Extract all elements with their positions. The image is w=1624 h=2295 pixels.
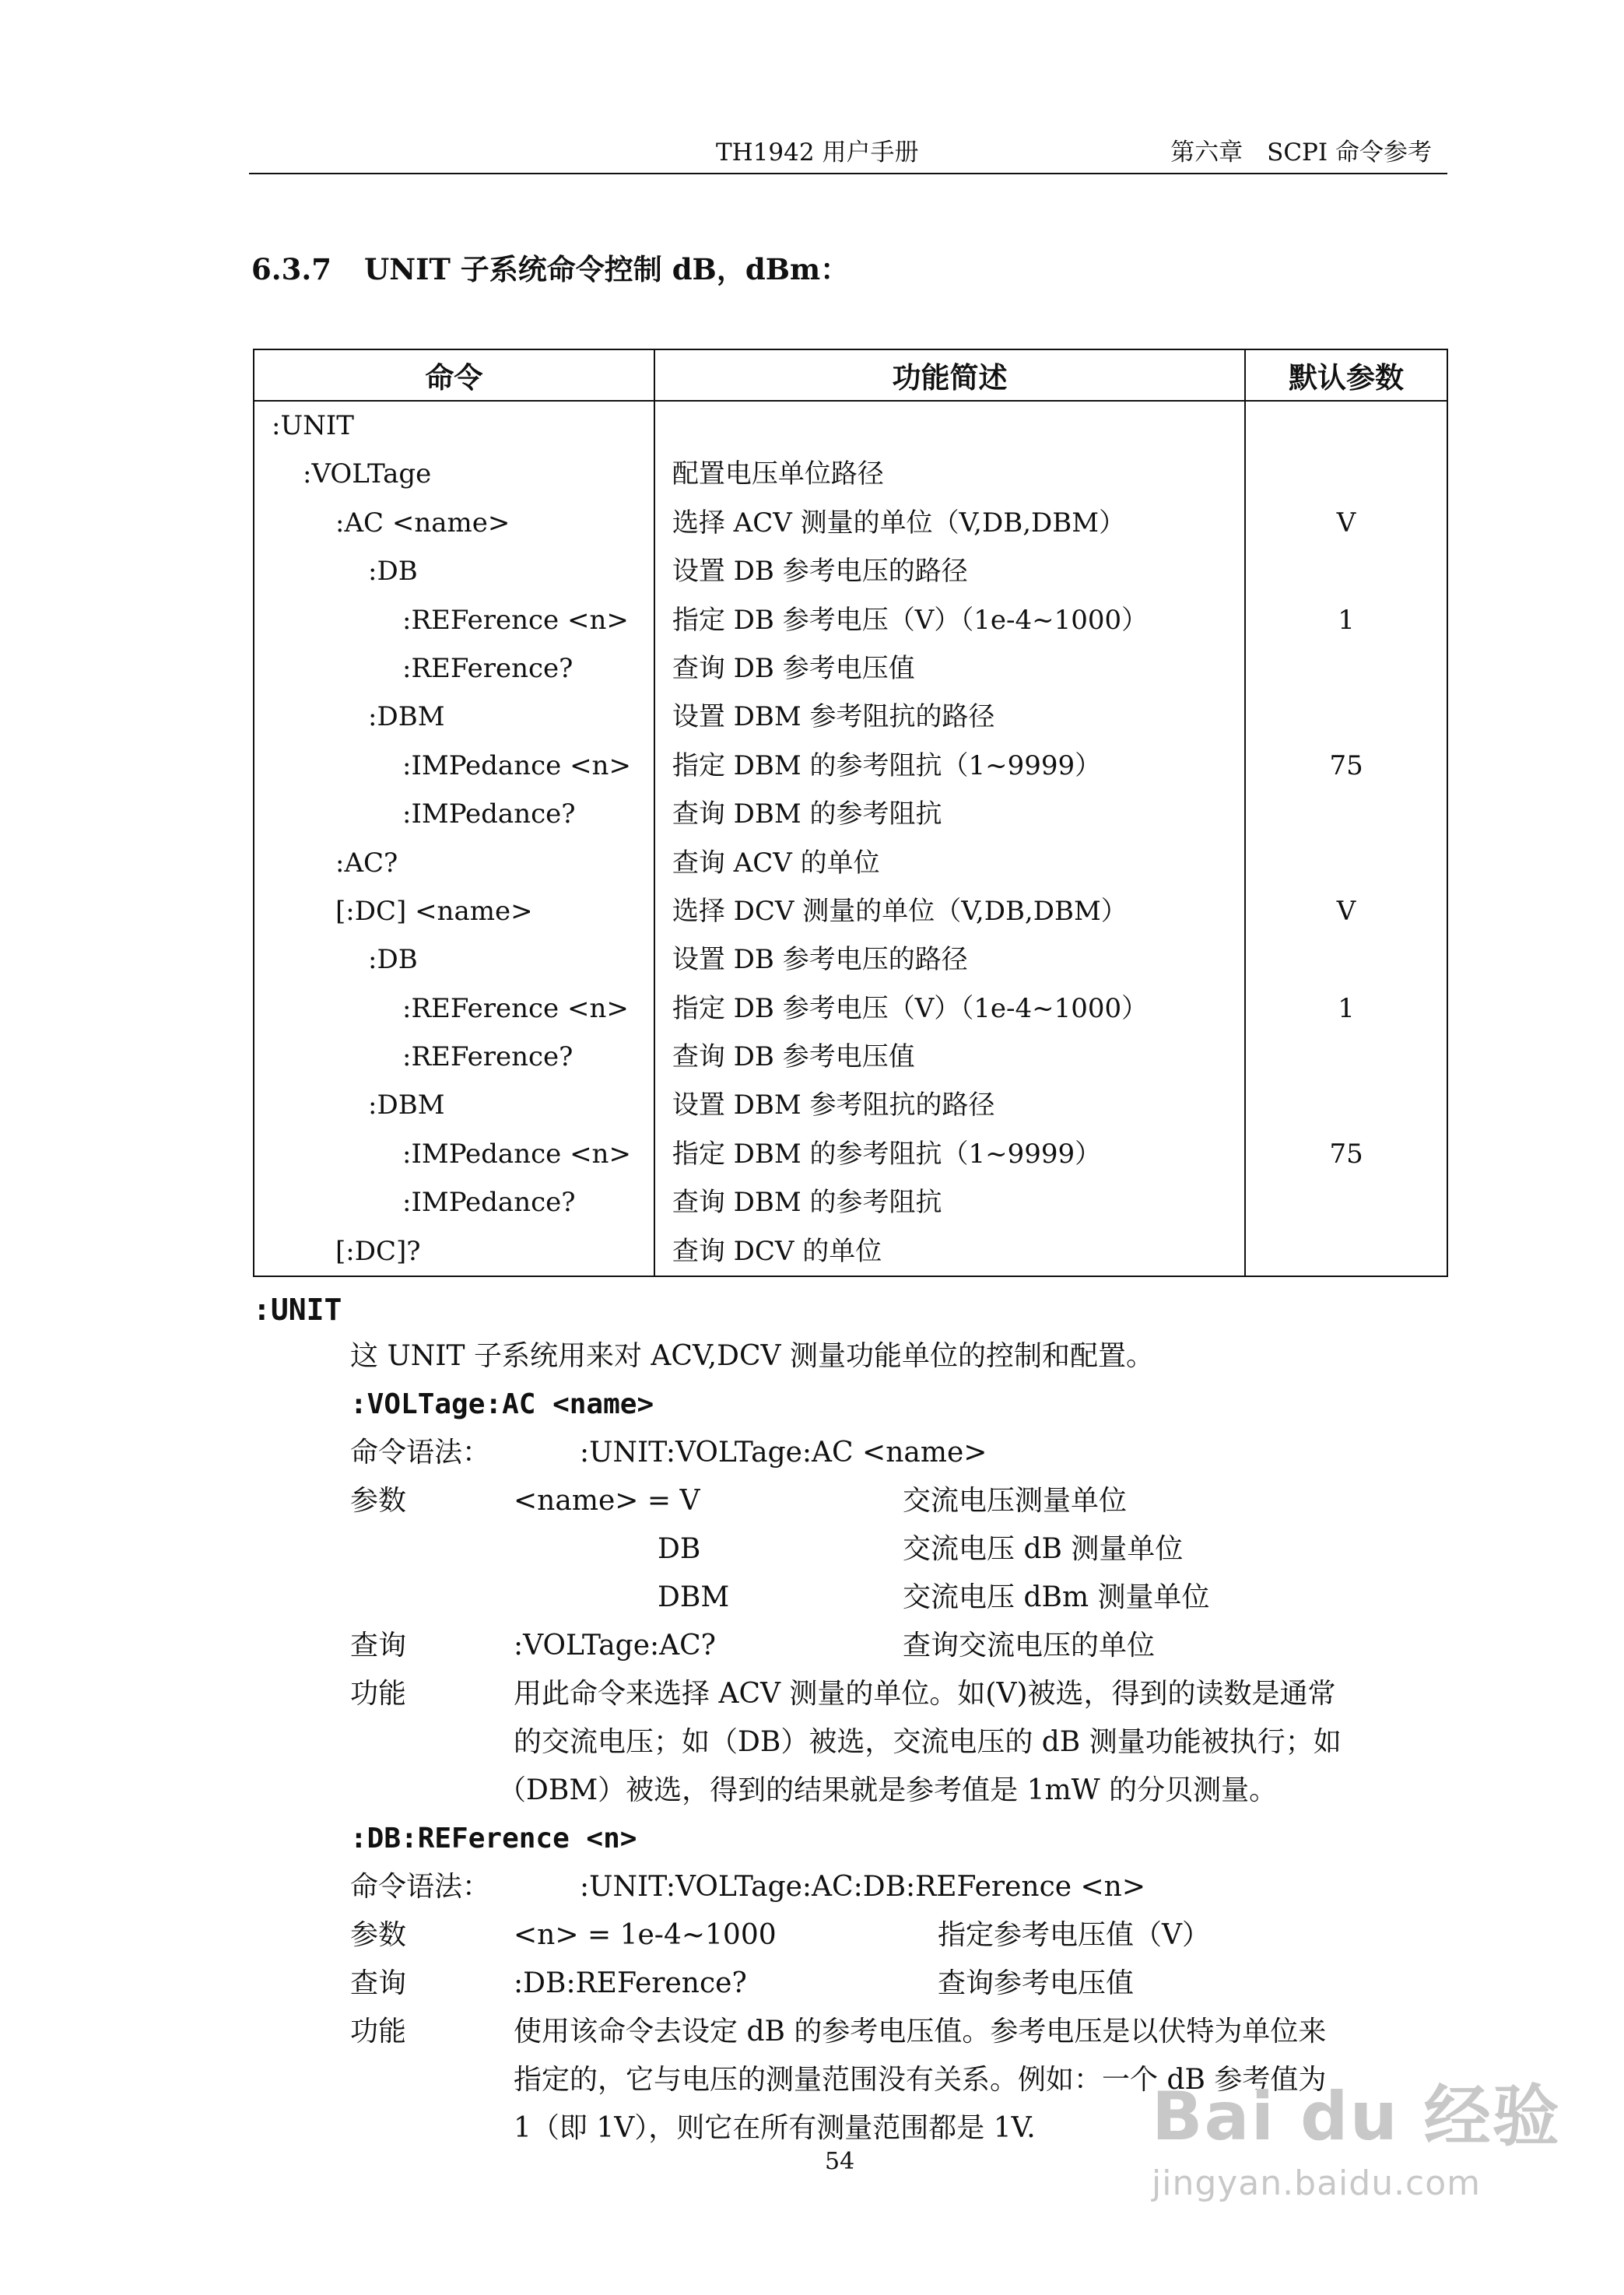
description-cell: 查询 DB 参考电压值	[672, 1041, 915, 1073]
description-cell: 设置 DBM 参考阻抗的路径	[672, 1090, 995, 1121]
command-cell: :IMPedance?	[402, 798, 576, 830]
default-cell: V	[1336, 507, 1356, 539]
ac-query-label: 查询	[350, 1630, 407, 1662]
command-cell: :REFerence?	[402, 652, 573, 684]
command-cell: :AC <name>	[335, 507, 510, 539]
command-cell: :DBM	[368, 701, 445, 733]
ac-param-dbm: DBM	[658, 1581, 730, 1613]
default-cell	[1246, 644, 1447, 693]
default-cell	[1246, 547, 1447, 595]
default-cell: 75	[1329, 1138, 1363, 1170]
default-cell	[1246, 1227, 1447, 1276]
command-cell: :REFerence <n>	[402, 992, 629, 1024]
description-cell: 选择 DCV 测量的单位（V,DB,DBM）	[672, 895, 1128, 927]
default-cell: V	[1336, 895, 1356, 927]
ac-param-v-desc: 交流电压测量单位	[903, 1485, 1128, 1517]
baidu-watermark	[1152, 2062, 1561, 2203]
description-column	[654, 401, 1245, 1276]
description-cell: 指定 DBM 的参考阻抗（1~9999）	[672, 1138, 1102, 1170]
ac-param-db-desc: 交流电压 dB 测量单位	[903, 1533, 1184, 1565]
ac-func-line-3: （DBM）被选，得到的结果就是参考值是 1mW 的分贝测量。	[498, 1774, 1278, 1806]
command-cell: :IMPedance <n>	[402, 749, 631, 781]
command-cell: :DBM	[368, 1090, 445, 1121]
column-header-default: 默认参数	[1245, 349, 1447, 401]
description-cell: 设置 DB 参考电压的路径	[672, 944, 968, 976]
command-cell: :UNIT	[272, 410, 354, 441]
default-cell	[1246, 450, 1447, 498]
ac-param-dbm-desc: 交流电压 dBm 测量单位	[903, 1581, 1210, 1613]
ac-query-desc: 查询交流电压的单位	[903, 1630, 1156, 1662]
dbref-query-desc: 查询参考电压值	[938, 1967, 1135, 1999]
command-cell: :IMPedance <n>	[402, 1138, 631, 1170]
ac-func-label: 功能	[350, 1678, 407, 1710]
description-cell: 查询 DB 参考电压值	[672, 652, 915, 684]
ac-param-name: <name> = V	[514, 1485, 700, 1517]
unit-intro: 这 UNIT 子系统用来对 ACV,DCV 测量功能单位的控制和配置。	[350, 1340, 1154, 1372]
command-column	[254, 401, 654, 1276]
section-number: 6.3.7	[251, 252, 331, 286]
header-chapter-title: 第六章 SCPI 命令参考	[1170, 139, 1432, 167]
default-cell: 1	[1338, 992, 1355, 1024]
default-cell	[1246, 935, 1447, 984]
page-number: 54	[825, 2148, 855, 2175]
watermark-brand: Bai du 经验	[1152, 2078, 1561, 2156]
command-table	[253, 349, 1448, 1277]
ac-param-db: DB	[658, 1533, 701, 1565]
description-cell: 查询 ACV 的单位	[672, 847, 880, 879]
command-cell: :IMPedance?	[402, 1187, 576, 1219]
command-cell: :DB	[368, 944, 418, 976]
command-cell: [:DC]?	[335, 1235, 421, 1267]
dbref-param-desc: 指定参考电压值（V）	[938, 1919, 1210, 1951]
command-cell: :AC?	[335, 847, 398, 879]
dbref-syntax-label: 命令语法：	[350, 1871, 491, 1903]
ac-func-line-2: 的交流电压；如（DB）被选，交流电压的 dB 测量功能被执行；如	[514, 1726, 1342, 1758]
default-cell	[1246, 402, 1447, 450]
default-cell	[1246, 1081, 1447, 1129]
default-cell	[1246, 839, 1447, 887]
description-cell: 查询 DCV 的单位	[672, 1235, 882, 1267]
page-header	[249, 125, 1447, 174]
default-column	[1245, 401, 1447, 1276]
default-cell	[1246, 790, 1447, 838]
description-cell	[655, 402, 1244, 450]
section-title: UNIT 子系统命令控制 dB，dBm：	[364, 252, 850, 286]
dbref-heading: :DB:REFerence <n>	[350, 1823, 637, 1855]
default-cell: 75	[1329, 749, 1363, 781]
default-cell	[1246, 1178, 1447, 1226]
ac-syntax-label: 命令语法：	[350, 1437, 491, 1469]
dbref-query-label: 查询	[350, 1967, 407, 1999]
dbref-func-line-2: 指定的，它与电压的测量范围没有关系。例如：一个 dB 参考值为	[514, 2064, 1327, 2096]
default-cell	[1246, 1033, 1447, 1081]
description-cell: 选择 ACV 测量的单位（V,DB,DBM）	[672, 507, 1126, 539]
description-cell: 指定 DB 参考电压（V）（1e-4~1000）	[672, 604, 1149, 636]
command-cell: :REFerence?	[402, 1041, 573, 1073]
ac-syntax: :UNIT:VOLTage:AC <name>	[580, 1437, 987, 1469]
dbref-func-line-1: 使用该命令去设定 dB 的参考电压值。参考电压是以伏特为单位来	[514, 2016, 1327, 2048]
ac-heading: :VOLTage:AC <name>	[350, 1388, 654, 1420]
dbref-syntax: :UNIT:VOLTage:AC:DB:REFerence <n>	[580, 1871, 1145, 1903]
header-manual-title: TH1942 用户手册	[716, 139, 919, 167]
command-cell: :VOLTage	[303, 458, 432, 490]
unit-heading: :UNIT	[253, 1293, 342, 1327]
ac-param-label: 参数	[350, 1485, 407, 1517]
dbref-param-label: 参数	[350, 1919, 407, 1951]
description-cell: 配置电压单位路径	[672, 458, 884, 490]
dbref-func-label: 功能	[350, 2016, 407, 2048]
description-cell: 查询 DBM 的参考阻抗	[672, 798, 942, 830]
command-cell: :REFerence <n>	[402, 604, 629, 636]
column-header-description: 功能简述	[654, 349, 1245, 401]
default-cell: 1	[1338, 604, 1355, 636]
description-cell: 查询 DBM 的参考阻抗	[672, 1187, 942, 1219]
command-cell: :DB	[368, 556, 418, 588]
dbref-param: <n> = 1e-4~1000	[514, 1919, 777, 1951]
ac-func-line-1: 用此命令来选择 ACV 测量的单位。如(V)被选，得到的读数是通常	[514, 1678, 1336, 1710]
description-cell: 设置 DBM 参考阻抗的路径	[672, 701, 995, 733]
watermark-url: jingyan.baidu.com	[1152, 2163, 1482, 2203]
default-cell	[1246, 693, 1447, 741]
dbref-query: :DB:REFerence?	[514, 1967, 747, 1999]
command-cell: [:DC] <name>	[335, 895, 533, 927]
section-heading	[251, 246, 849, 288]
dbref-func-line-3: 1（即 1V），则它在所有测量范围都是 1V.	[514, 2112, 1036, 2144]
description-cell: 指定 DBM 的参考阻抗（1~9999）	[672, 749, 1102, 781]
description-cell: 设置 DB 参考电压的路径	[672, 556, 968, 588]
ac-query: :VOLTage:AC?	[514, 1630, 716, 1662]
description-cell: 指定 DB 参考电压（V）（1e-4~1000）	[672, 992, 1149, 1024]
column-header-command: 命令	[254, 349, 654, 401]
